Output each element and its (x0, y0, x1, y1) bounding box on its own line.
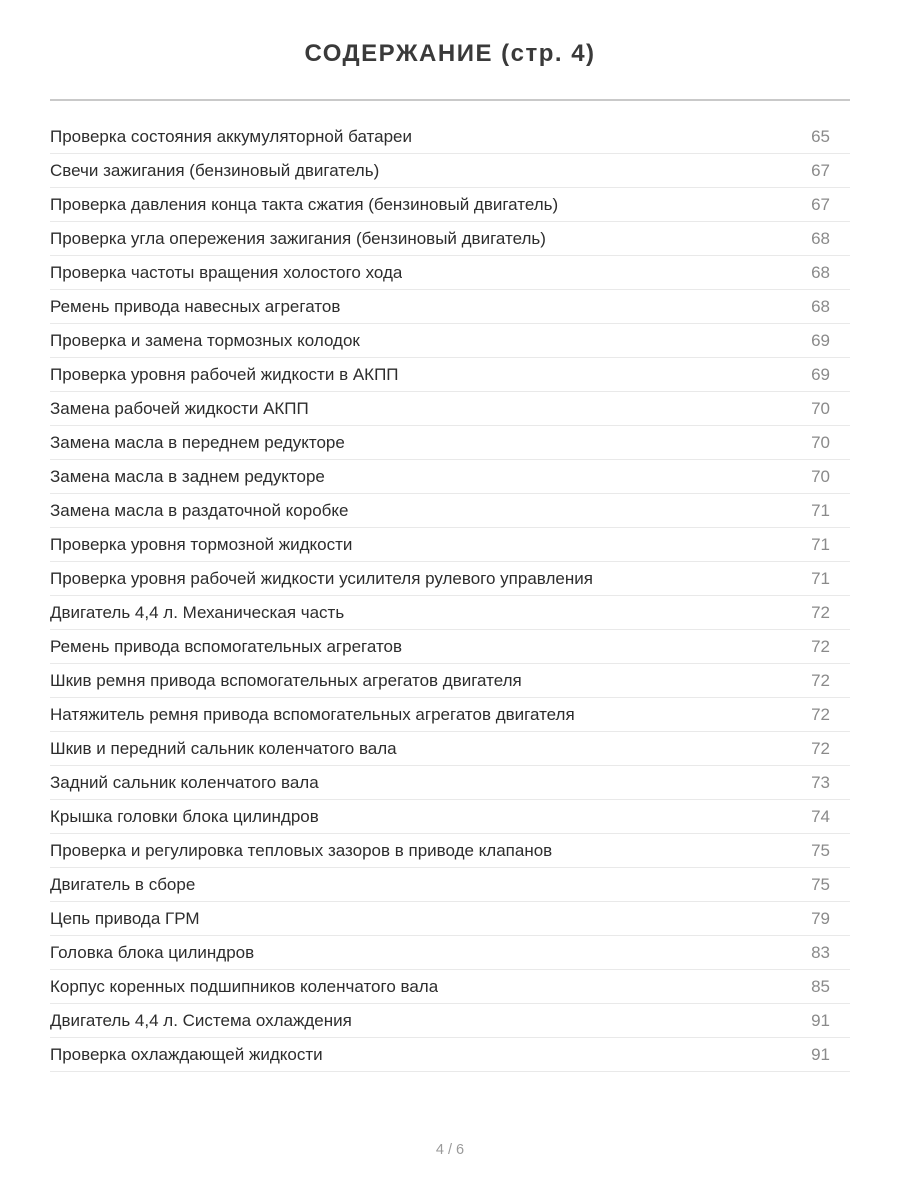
toc-entry[interactable] (50, 222, 850, 256)
toc-entry-page-number: 85 (811, 976, 830, 996)
toc-entry[interactable] (50, 324, 850, 358)
page-title: СОДЕРЖАНИЕ (стр. 4) (304, 40, 596, 67)
toc-entry-page-number: 74 (811, 806, 830, 826)
toc-entry-label: Ремень привода навесных агрегатов (50, 296, 341, 316)
toc-entry-label: Замена масла в заднем редукторе (50, 466, 325, 486)
toc-entry-page-number: 70 (811, 398, 830, 418)
toc-entry-label: Двигатель 4,4 л. Механическая часть (50, 602, 345, 622)
toc-entry[interactable] (50, 1004, 850, 1038)
toc-entry[interactable] (50, 902, 850, 936)
toc-entry[interactable] (50, 256, 850, 290)
toc-entry-label: Проверка давления конца такта сжатия (бензиновый двигатель) (50, 194, 559, 214)
toc-entry[interactable] (50, 766, 850, 800)
toc-entry-label: Проверка уровня рабочей жидкости усилителя рулевого управления (50, 568, 593, 588)
toc-entry[interactable] (50, 290, 850, 324)
toc-entry-label: Свечи зажигания (бензиновый двигатель) (50, 160, 380, 180)
title-divider (50, 99, 850, 101)
toc-entry-page-number: 75 (811, 874, 830, 894)
toc-entry-page-number: 70 (811, 432, 830, 452)
toc-entry[interactable] (50, 120, 850, 154)
toc-entry[interactable] (50, 460, 850, 494)
toc-entry[interactable] (50, 868, 850, 902)
toc-entry[interactable] (50, 630, 850, 664)
toc-entry-page-number: 73 (811, 772, 830, 792)
toc-entry-page-number: 67 (811, 160, 830, 180)
toc-entry[interactable] (50, 732, 850, 766)
toc-entry[interactable] (50, 800, 850, 834)
toc-entry-page-number: 75 (811, 840, 830, 860)
toc-entry-label: Проверка и регулировка тепловых зазоров в приводе клапанов (50, 840, 553, 860)
toc-entry-label: Замена рабочей жидкости АКПП (50, 398, 309, 418)
toc-entry-page-number: 67 (811, 194, 830, 214)
toc-entry-page-number: 68 (811, 262, 830, 282)
toc-entry-page-number: 72 (811, 738, 830, 758)
toc-entry-page-number: 71 (811, 500, 830, 520)
toc-entry-page-number: 68 (811, 296, 830, 316)
toc-entry[interactable] (50, 426, 850, 460)
toc-entry-label: Замена масла в раздаточной коробке (50, 500, 349, 520)
toc-list (50, 120, 850, 1072)
toc-entry[interactable] (50, 358, 850, 392)
toc-entry-page-number: 68 (811, 228, 830, 248)
page-number-indicator: 4 / 6 (435, 1142, 465, 1158)
toc-entry-label: Цепь привода ГРМ (50, 908, 200, 928)
toc-entry-page-number: 69 (811, 330, 830, 350)
toc-entry-label: Проверка охлаждающей жидкости (50, 1044, 323, 1064)
toc-entry-label: Задний сальник коленчатого вала (50, 772, 319, 792)
toc-entry[interactable] (50, 698, 850, 732)
toc-entry-label: Замена масла в переднем редукторе (50, 432, 345, 452)
toc-entry-page-number: 91 (811, 1010, 830, 1030)
toc-entry-page-number: 71 (811, 534, 830, 554)
toc-entry-label: Шкив и передний сальник коленчатого вала (50, 738, 397, 758)
toc-entry-page-number: 71 (811, 568, 830, 588)
toc-entry-label: Корпус коренных подшипников коленчатого вала (50, 976, 439, 996)
toc-entry[interactable] (50, 494, 850, 528)
toc-entry-label: Двигатель в сборе (50, 874, 196, 894)
toc-entry-label: Проверка частоты вращения холостого хода (50, 262, 403, 282)
toc-entry[interactable] (50, 562, 850, 596)
toc-entry-page-number: 72 (811, 704, 830, 724)
toc-entry[interactable] (50, 528, 850, 562)
toc-entry-label: Проверка и замена тормозных колодок (50, 330, 360, 350)
toc-entry-page-number: 79 (811, 908, 830, 928)
toc-entry-page-number: 69 (811, 364, 830, 384)
toc-entry[interactable] (50, 188, 850, 222)
toc-entry-label: Шкив ремня привода вспомогательных агрегатов двигателя (50, 670, 522, 690)
toc-entry[interactable] (50, 1038, 850, 1072)
toc-entry-label: Двигатель 4,4 л. Система охлаждения (50, 1010, 352, 1030)
toc-entry-page-number: 72 (811, 636, 830, 656)
toc-entry-label: Проверка угла опережения зажигания (бензиновый двигатель) (50, 228, 546, 248)
toc-entry-page-number: 83 (811, 942, 830, 962)
toc-entry-page-number: 72 (811, 670, 830, 690)
toc-entry[interactable] (50, 834, 850, 868)
toc-entry[interactable] (50, 392, 850, 426)
toc-entry-label: Головка блока цилиндров (50, 942, 255, 962)
toc-entry-label: Крышка головки блока цилиндров (50, 806, 319, 826)
toc-entry-label: Ремень привода вспомогательных агрегатов (50, 636, 403, 656)
toc-entry[interactable] (50, 936, 850, 970)
toc-entry-label: Проверка состояния аккумуляторной батареи (50, 126, 412, 146)
toc-entry[interactable] (50, 596, 850, 630)
toc-entry-page-number: 65 (811, 126, 830, 146)
toc-page (50, 0, 850, 1072)
toc-entry[interactable] (50, 154, 850, 188)
toc-entry[interactable] (50, 970, 850, 1004)
toc-entry-label: Натяжитель ремня привода вспомогательных агрегатов двигателя (50, 704, 575, 724)
toc-entry[interactable] (50, 664, 850, 698)
toc-entry-page-number: 72 (811, 602, 830, 622)
toc-entry-label: Проверка уровня рабочей жидкости в АКПП (50, 364, 399, 384)
toc-entry-page-number: 70 (811, 466, 830, 486)
toc-entry-page-number: 91 (811, 1044, 830, 1064)
toc-entry-label: Проверка уровня тормозной жидкости (50, 534, 353, 554)
